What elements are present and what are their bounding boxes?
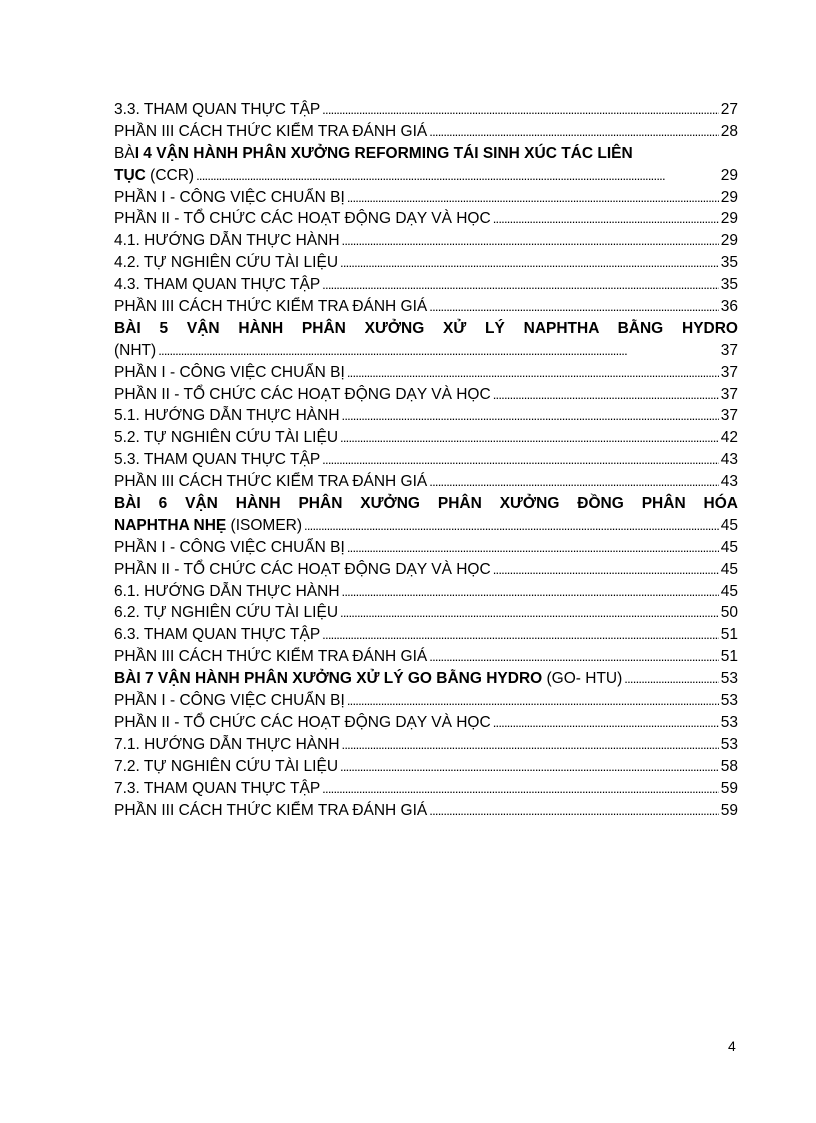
- toc-entry[interactable]: [114, 362, 738, 384]
- toc-entry-page: 28: [720, 122, 738, 140]
- table-of-contents: [114, 99, 738, 821]
- toc-entry-page: 43: [720, 451, 738, 469]
- toc-entry-page: 36: [720, 298, 738, 316]
- toc-leader-dots: [342, 581, 719, 603]
- toc-entry-title: PHẦN II - TỔ CHỨC CÁC HOẠT ĐỘNG DẠY VÀ HỌC: [114, 713, 491, 731]
- toc-entry-title: 5.1. HƯỚNG DẪN THỰC HÀNH: [114, 407, 340, 425]
- toc-leader-dots: [429, 646, 719, 668]
- toc-chapter-title-cont: TỤC: [114, 166, 146, 184]
- toc-leader-dots: [304, 515, 719, 537]
- toc-entry[interactable]: [114, 187, 738, 209]
- toc-chapter-title: BÀI 7 VẬN HÀNH PHÂN XƯỞNG XỬ LÝ GO BẰNG HYDRO: [114, 670, 543, 688]
- toc-entry-page: 29: [720, 232, 738, 250]
- toc-entry-page: 27: [720, 101, 738, 118]
- toc-entry[interactable]: [114, 405, 738, 427]
- toc-entry-title: 7.1. HƯỚNG DẪN THỰC HÀNH: [114, 735, 340, 753]
- toc-entry[interactable]: [114, 515, 738, 537]
- toc-entry-title: PHẦN III CÁCH THỨC KIỂM TRA ĐÁNH GIÁ: [114, 473, 428, 491]
- toc-entry-page: 53: [720, 670, 738, 688]
- toc-leader-dots: [493, 384, 719, 406]
- page-number: 4: [728, 1038, 736, 1054]
- toc-entry-title: 6.1. HƯỚNG DẪN THỰC HÀNH: [114, 582, 340, 600]
- toc-chapter-abbrev: (NHT): [114, 341, 157, 359]
- toc-chapter-abbrev: (GO- HTU): [542, 670, 623, 688]
- toc-entry[interactable]: [114, 778, 738, 800]
- toc-entry[interactable]: [114, 712, 738, 734]
- toc-entry-title: 7.2. TỰ NGHIÊN CỨU TÀI LIỆU: [114, 757, 339, 775]
- toc-entry-page: 50: [720, 604, 738, 622]
- toc-chapter-heading-line1[interactable]: BÀI 6 VẬN HÀNH PHÂN XƯỞNG PHÂN XƯỞNG ĐỒNG PHÂN HÓA: [114, 495, 738, 513]
- toc-entry-page: 37: [720, 363, 738, 381]
- toc-entry-title: PHẦN I - CÔNG VIỆC CHUẨN BỊ: [114, 692, 345, 710]
- toc-entry-page: 58: [720, 757, 738, 775]
- toc-entry[interactable]: [114, 537, 738, 559]
- toc-entry[interactable]: [114, 602, 738, 624]
- toc-entry[interactable]: [114, 471, 738, 493]
- toc-entry-title: 5.3. THAM QUAN THỰC TẬP: [114, 451, 321, 469]
- toc-entry-title: 5.2. TỰ NGHIÊN CỨU TÀI LIỆU: [114, 429, 339, 447]
- toc-entry-title: PHẦN III CÁCH THỨC KIỂM TRA ĐÁNH GIÁ: [114, 298, 428, 316]
- toc-entry[interactable]: [114, 296, 738, 318]
- toc-chapter-abbrev: (ISOMER): [226, 516, 303, 534]
- toc-entry-title: 3.3. THAM QUAN THỰC TẬP: [114, 101, 321, 118]
- toc-entry[interactable]: [114, 121, 738, 143]
- toc-entry-title: 6.3. THAM QUAN THỰC TẬP: [114, 626, 321, 644]
- toc-leader-dots: [429, 296, 719, 318]
- toc-leader-dots: [158, 340, 719, 362]
- toc-leader-dots: [624, 668, 718, 690]
- toc-entry[interactable]: [114, 384, 738, 406]
- toc-leader-dots: [493, 712, 719, 734]
- toc-leader-dots: [429, 800, 719, 822]
- toc-leader-dots: [322, 449, 719, 471]
- toc-leader-dots: [322, 624, 719, 646]
- toc-entry[interactable]: [114, 624, 738, 646]
- toc-entry[interactable]: [114, 800, 738, 822]
- toc-entry-title: 6.2. TỰ NGHIÊN CỨU TÀI LIỆU: [114, 604, 339, 622]
- toc-leader-dots: [342, 230, 719, 252]
- toc-leader-dots: [493, 559, 719, 581]
- toc-entry-title: [114, 515, 302, 537]
- toc-entry-page: 29: [720, 188, 738, 206]
- toc-entry-title: PHẦN I - CÔNG VIỆC CHUẨN BỊ: [114, 188, 345, 206]
- toc-entry-title: PHẦN I - CÔNG VIỆC CHUẨN BỊ: [114, 363, 345, 381]
- toc-entry[interactable]: [114, 230, 738, 252]
- toc-entry-page: 53: [720, 692, 738, 710]
- toc-leader-dots: [429, 121, 719, 143]
- toc-entry[interactable]: [114, 208, 738, 230]
- toc-entry-title: 4.3. THAM QUAN THỰC TẬP: [114, 276, 321, 294]
- toc-entry[interactable]: [114, 165, 738, 187]
- toc-entry-title: PHẦN II - TỔ CHỨC CÁC HOẠT ĐỘNG DẠY VÀ HỌC: [114, 210, 491, 228]
- toc-entry-title: 4.2. TỰ NGHIÊN CỨU TÀI LIỆU: [114, 254, 339, 272]
- toc-entry[interactable]: [114, 690, 738, 712]
- toc-entry-page: 45: [720, 516, 738, 534]
- toc-leader-dots: [322, 778, 719, 800]
- toc-entry-page: 35: [720, 254, 738, 272]
- toc-entry-title: PHẦN I - CÔNG VIỆC CHUẨN BỊ: [114, 538, 345, 556]
- toc-leader-dots: [342, 405, 719, 427]
- toc-entry-page: 35: [720, 276, 738, 294]
- toc-chapter-heading-line1[interactable]: [114, 143, 738, 165]
- toc-entry-title: PHẦN III CÁCH THỨC KIỂM TRA ĐÁNH GIÁ: [114, 801, 428, 819]
- toc-chapter-heading-line1[interactable]: BÀI 5 VẬN HÀNH PHÂN XƯỞNG XỬ LÝ NAPHTHA BẰNG HYDRO: [114, 319, 738, 337]
- toc-entry-title: PHẦN III CÁCH THỨC KIỂM TRA ĐÁNH GIÁ: [114, 648, 428, 666]
- toc-leader-dots: [322, 99, 719, 121]
- toc-entry-page: 59: [720, 801, 738, 819]
- toc-entry-page: 29: [720, 210, 738, 228]
- toc-leader-dots: [429, 471, 719, 493]
- toc-chapter-prefix: BÀ: [114, 144, 135, 162]
- toc-entry[interactable]: [114, 449, 738, 471]
- toc-entry[interactable]: [114, 559, 738, 581]
- toc-leader-dots: [322, 274, 719, 296]
- toc-chapter-title-cont: NAPHTHA NHẸ: [114, 516, 227, 534]
- toc-leader-dots: [340, 602, 719, 624]
- toc-entry[interactable]: [114, 252, 738, 274]
- toc-leader-dots: [196, 165, 719, 187]
- toc-entry[interactable]: [114, 427, 738, 449]
- toc-entry-page: 37: [720, 385, 738, 403]
- toc-chapter-abbrev: (CCR): [145, 166, 195, 184]
- toc-entry-page: 37: [720, 407, 738, 425]
- toc-entry[interactable]: [114, 756, 738, 778]
- toc-entry[interactable]: [114, 340, 738, 362]
- toc-leader-dots: [342, 734, 719, 756]
- toc-entry-page: 45: [720, 538, 738, 556]
- toc-entry-page: 43: [720, 473, 738, 491]
- toc-entry-page: 53: [720, 735, 738, 753]
- toc-entry-title: PHẦN II - TỔ CHỨC CÁC HOẠT ĐỘNG DẠY VÀ HỌC: [114, 385, 491, 403]
- toc-leader-dots: [347, 187, 719, 209]
- toc-entry-page: 51: [720, 626, 738, 644]
- toc-entry-page: 37: [720, 341, 738, 359]
- toc-entry-page: 42: [720, 429, 738, 447]
- toc-entry-title: [114, 668, 622, 690]
- toc-entry[interactable]: [114, 581, 738, 603]
- toc-entry-page: 53: [720, 713, 738, 731]
- toc-entry-page: 45: [720, 582, 738, 600]
- toc-entry[interactable]: [114, 668, 738, 690]
- toc-chapter-title: I 4 VẬN HÀNH PHÂN XƯỞNG REFORMING TÁI SINH XÚC TÁC LIÊN: [134, 144, 633, 162]
- toc-entry-title: 4.1. HƯỚNG DẪN THỰC HÀNH: [114, 232, 340, 250]
- toc-entry-page: 51: [720, 648, 738, 666]
- toc-leader-dots: [347, 537, 719, 559]
- toc-entry-page: 29: [720, 166, 738, 184]
- toc-leader-dots: [347, 362, 719, 384]
- toc-entry-page: 45: [720, 560, 738, 578]
- toc-entry[interactable]: [114, 274, 738, 296]
- toc-entry-title: [114, 165, 194, 187]
- toc-entry-title: PHẦN II - TỔ CHỨC CÁC HOẠT ĐỘNG DẠY VÀ HỌC: [114, 560, 491, 578]
- toc-leader-dots: [493, 208, 719, 230]
- toc-entry-title: PHẦN III CÁCH THỨC KIỂM TRA ĐÁNH GIÁ: [114, 122, 428, 140]
- toc-leader-dots: [340, 756, 719, 778]
- toc-entry[interactable]: [114, 734, 738, 756]
- toc-leader-dots: [347, 690, 719, 712]
- toc-entry-page: 59: [720, 779, 738, 797]
- toc-entry-title: 7.3. THAM QUAN THỰC TẬP: [114, 779, 321, 797]
- toc-entry[interactable]: [114, 99, 738, 121]
- toc-entry[interactable]: [114, 646, 738, 668]
- toc-leader-dots: [340, 427, 719, 449]
- toc-leader-dots: [340, 252, 719, 274]
